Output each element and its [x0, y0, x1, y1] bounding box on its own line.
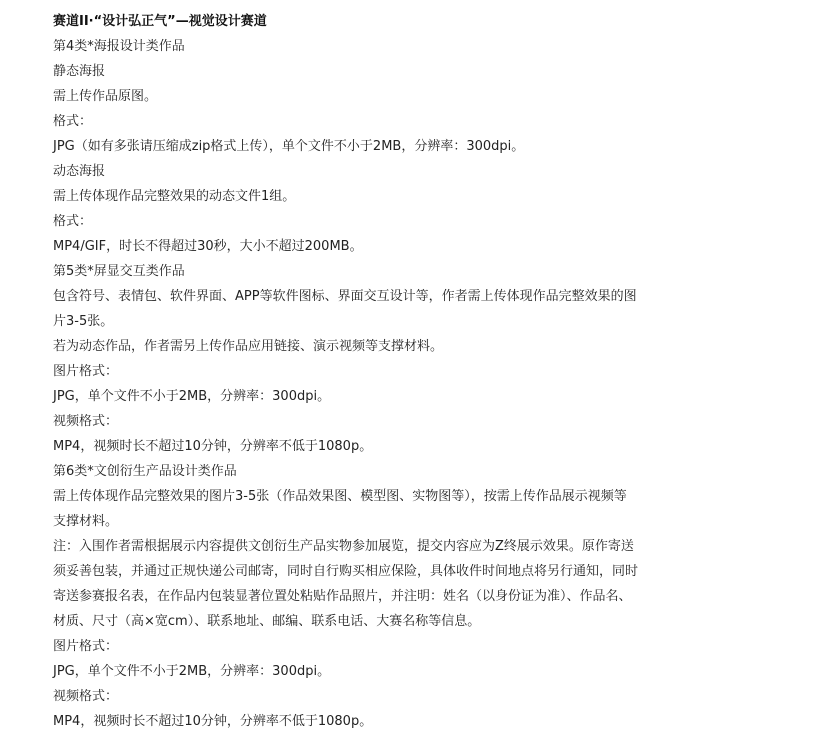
format-spec: MP4，视频时长不超过10分钟，分辨率不低于1080p。: [53, 714, 373, 729]
paragraph-line: 支撑材料。: [53, 514, 119, 529]
subheading-static-poster: 静态海报: [53, 64, 106, 79]
category-heading-poster: 第4类*海报设计类作品: [53, 39, 185, 54]
image-format-label: 图片格式：: [53, 639, 119, 654]
video-format-label: 视频格式：: [53, 689, 119, 704]
paragraph-line: 需上传体现作品完整效果的图片3-5张（作品效果图、模型图、实物图等），按需上传作品展示视频等: [53, 489, 627, 504]
format-label: 格式：: [53, 214, 93, 229]
section-title: 赛道II·“设计弘正气”—视觉设计赛道: [53, 14, 267, 29]
paragraph-line: 需上传体现作品完整效果的动态文件1组。: [53, 189, 296, 204]
note-line: 寄送参赛报名表，在作品内包装显著位置处粘贴作品照片，并注明：姓名（以身份证为准）、作品名、: [53, 589, 632, 604]
note-line: 材质、尺寸（高×宽cm）、联系地址、邮编、联系电话、大赛名称等信息。: [53, 614, 481, 629]
document-body: [53, 9, 693, 734]
paragraph-line: 片3-5张。: [53, 314, 114, 329]
paragraph-line: 需上传作品原图。: [53, 89, 158, 104]
video-format-label: 视频格式：: [53, 414, 119, 429]
paragraph-line: 若为动态作品，作者需另上传作品应用链接、演示视频等支撑材料。: [53, 339, 444, 354]
subheading-dynamic-poster: 动态海报: [53, 164, 106, 179]
paragraph-line: 包含符号、表情包、软件界面、APP等软件图标、界面交互设计等，作者需上传体现作品完整效果的图: [53, 289, 637, 304]
category-heading-screen-interaction: 第5类*屏显交互类作品: [53, 264, 185, 279]
category-heading-cultural-products: 第6类*文创衍生产品设计类作品: [53, 464, 237, 479]
format-label: 格式：: [53, 114, 93, 129]
format-spec: MP4，视频时长不超过10分钟，分辨率不低于1080p。: [53, 439, 373, 454]
note-line: 须妥善包装，并通过正规快递公司邮寄，同时自行购买相应保险，具体收件时间地点将另行通知，同时: [53, 564, 639, 579]
image-format-label: 图片格式：: [53, 364, 119, 379]
note-line: 注：入围作者需根据展示内容提供文创衍生产品实物参加展览，提交内容应为Z终展示效果。原作寄送: [53, 539, 634, 554]
format-spec: JPG，单个文件不小于2MB，分辨率：300dpi。: [53, 664, 331, 679]
format-spec: MP4/GIF，时长不得超过30秒，大小不超过200MB。: [53, 239, 363, 254]
format-spec: JPG，单个文件不小于2MB，分辨率：300dpi。: [53, 389, 331, 404]
format-spec: JPG（如有多张请压缩成zip格式上传），单个文件不小于2MB，分辨率：300dpi。: [53, 139, 525, 154]
